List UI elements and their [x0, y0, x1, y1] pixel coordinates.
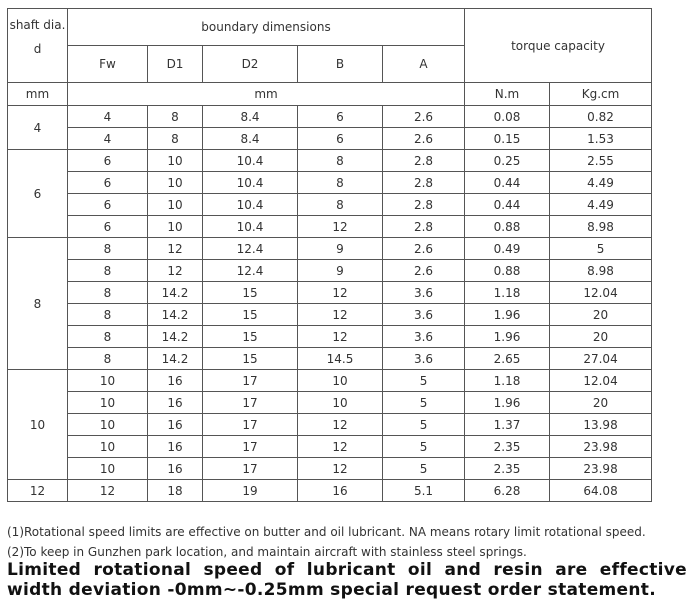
table-cell: 6 — [298, 128, 383, 150]
fw-header: Fw — [68, 46, 148, 83]
table-cell: 1.96 — [465, 304, 550, 326]
table-cell: 12 — [68, 480, 148, 502]
footnotes — [7, 522, 646, 562]
shaft-dia-cell: 8 — [8, 238, 68, 370]
table-cell: 8 — [148, 128, 203, 150]
table-cell: 2.6 — [383, 238, 465, 260]
shaft-dia-cell: 4 — [8, 106, 68, 150]
footnote-2: (2)To keep in Gunzhen park location, and maintain aircraft with stainless steel springs. — [7, 545, 527, 559]
table-cell: 6 — [68, 194, 148, 216]
table-cell: 14.2 — [148, 326, 203, 348]
table-cell: 10.4 — [203, 150, 298, 172]
table-cell: 8 — [298, 150, 383, 172]
table-cell: 10 — [68, 392, 148, 414]
table-cell: 64.08 — [550, 480, 652, 502]
table-cell: 3.6 — [383, 282, 465, 304]
table-cell: 12 — [148, 238, 203, 260]
table-cell: 3.6 — [383, 304, 465, 326]
table-row — [8, 172, 652, 194]
table-cell: 10 — [68, 458, 148, 480]
table-cell: 2.35 — [465, 458, 550, 480]
table-cell: 6 — [68, 150, 148, 172]
table-row — [8, 348, 652, 370]
table-cell: 5 — [383, 392, 465, 414]
table-cell: 12.04 — [550, 282, 652, 304]
table-cell: 0.82 — [550, 106, 652, 128]
table-cell: 8 — [298, 172, 383, 194]
table-cell: 2.8 — [383, 172, 465, 194]
table-cell: 17 — [203, 414, 298, 436]
table-cell: 16 — [298, 480, 383, 502]
table-cell: 0.25 — [465, 150, 550, 172]
table-row — [8, 150, 652, 172]
table-cell: 10 — [298, 392, 383, 414]
table-cell: 10.4 — [203, 216, 298, 238]
table-cell: 12 — [298, 326, 383, 348]
table-cell: 5 — [383, 414, 465, 436]
table-cell: 5 — [383, 458, 465, 480]
table-cell: 12 — [298, 436, 383, 458]
table-cell: 8 — [68, 326, 148, 348]
table-cell: 15 — [203, 326, 298, 348]
table-cell: 2.6 — [383, 128, 465, 150]
table-cell: 1.18 — [465, 282, 550, 304]
table-cell: 14.5 — [298, 348, 383, 370]
table-row — [8, 436, 652, 458]
table-cell: 6.28 — [465, 480, 550, 502]
table-cell: 0.44 — [465, 172, 550, 194]
table-cell: 1.53 — [550, 128, 652, 150]
table-row — [8, 260, 652, 282]
table-cell: 4.49 — [550, 172, 652, 194]
table-cell: 16 — [148, 392, 203, 414]
table-cell: 5 — [383, 436, 465, 458]
table-row — [8, 414, 652, 436]
table-cell: 8 — [68, 238, 148, 260]
torque-kgcm-unit: Kg.cm — [550, 83, 652, 106]
table-cell: 8 — [298, 194, 383, 216]
d2-header: D2 — [203, 46, 298, 83]
table-cell: 17 — [203, 392, 298, 414]
shaft-dia-header — [8, 9, 68, 83]
table-cell: 12.4 — [203, 238, 298, 260]
boundary-dimensions-header: boundary dimensions — [68, 9, 465, 46]
table-cell: 5 — [383, 370, 465, 392]
table-cell: 8.98 — [550, 260, 652, 282]
table-cell: 8 — [68, 304, 148, 326]
table-cell: 0.08 — [465, 106, 550, 128]
table-cell: 17 — [203, 458, 298, 480]
torque-nm-unit: N.m — [465, 83, 550, 106]
table-cell: 20 — [550, 392, 652, 414]
table-cell: 16 — [148, 436, 203, 458]
table-cell: 18 — [148, 480, 203, 502]
table-cell: 10 — [68, 414, 148, 436]
bold-statement: Limited rotational speed of lubricant oil and resin are effective width deviation -0mm~-0.25mm special request order statement. — [7, 560, 687, 600]
table-cell: 6 — [298, 106, 383, 128]
shaft-dia-symbol: d — [33, 42, 42, 56]
table-cell: 14.2 — [148, 348, 203, 370]
table-cell: 15 — [203, 282, 298, 304]
table-cell: 12.4 — [203, 260, 298, 282]
table-cell: 0.44 — [465, 194, 550, 216]
table-cell: 14.2 — [148, 282, 203, 304]
table-cell: 15 — [203, 304, 298, 326]
shaft-dia-cell: 12 — [8, 480, 68, 502]
table-cell: 0.88 — [465, 216, 550, 238]
table-cell: 1.96 — [465, 392, 550, 414]
table-row — [8, 480, 652, 502]
table-cell: 10 — [298, 370, 383, 392]
table-cell: 10.4 — [203, 172, 298, 194]
shaft-dia-cell: 10 — [8, 370, 68, 480]
table-cell: 2.6 — [383, 260, 465, 282]
table-cell: 23.98 — [550, 458, 652, 480]
table-cell: 2.35 — [465, 436, 550, 458]
table-cell: 13.98 — [550, 414, 652, 436]
table-cell: 8.4 — [203, 106, 298, 128]
table-cell: 23.98 — [550, 436, 652, 458]
table-cell: 20 — [550, 304, 652, 326]
table-cell: 12 — [298, 304, 383, 326]
table-cell: 12 — [298, 414, 383, 436]
table-cell: 4 — [68, 128, 148, 150]
shaft-dia-cell: 6 — [8, 150, 68, 238]
table-row — [8, 194, 652, 216]
table-cell: 10 — [68, 370, 148, 392]
table-cell: 0.15 — [465, 128, 550, 150]
boundary-unit: mm — [68, 83, 465, 106]
table-cell: 8 — [68, 348, 148, 370]
table-cell: 17 — [203, 436, 298, 458]
table-cell: 16 — [148, 414, 203, 436]
table-cell: 0.49 — [465, 238, 550, 260]
torque-capacity-header: torque capacity — [465, 9, 652, 83]
table-cell: 0.88 — [465, 260, 550, 282]
table-cell: 2.6 — [383, 106, 465, 128]
table-cell: 8 — [148, 106, 203, 128]
torque-spec-table — [7, 8, 652, 502]
table-cell: 3.6 — [383, 326, 465, 348]
table-cell: 10 — [68, 436, 148, 458]
table-cell: 6 — [68, 172, 148, 194]
table-cell: 19 — [203, 480, 298, 502]
table-cell: 8.4 — [203, 128, 298, 150]
table-cell: 15 — [203, 348, 298, 370]
table-cell: 10.4 — [203, 194, 298, 216]
a-header: A — [383, 46, 465, 83]
table-cell: 1.18 — [465, 370, 550, 392]
table-cell: 14.2 — [148, 304, 203, 326]
table-row — [8, 458, 652, 480]
table-cell: 16 — [148, 458, 203, 480]
table-cell: 3.6 — [383, 348, 465, 370]
table-cell: 9 — [298, 260, 383, 282]
table-cell: 9 — [298, 238, 383, 260]
table-row — [8, 326, 652, 348]
table-cell: 10 — [148, 150, 203, 172]
table-cell: 2.55 — [550, 150, 652, 172]
table-row — [8, 370, 652, 392]
table-cell: 2.8 — [383, 194, 465, 216]
table-cell: 12 — [298, 282, 383, 304]
table-cell: 2.8 — [383, 150, 465, 172]
table-cell: 10 — [148, 194, 203, 216]
table-cell: 2.8 — [383, 216, 465, 238]
d1-header: D1 — [148, 46, 203, 83]
table-cell: 1.37 — [465, 414, 550, 436]
table-cell: 2.65 — [465, 348, 550, 370]
table-cell: 16 — [148, 370, 203, 392]
table-cell: 10 — [148, 216, 203, 238]
table-row — [8, 106, 652, 128]
table-cell: 27.04 — [550, 348, 652, 370]
table-cell: 8 — [68, 282, 148, 304]
footnote-1: (1)Rotational speed limits are effective on butter and oil lubricant. NA means rotary limit rotational speed. — [7, 525, 646, 539]
table-cell: 5 — [550, 238, 652, 260]
table-cell: 10 — [148, 172, 203, 194]
table-cell: 4.49 — [550, 194, 652, 216]
table-cell: 12.04 — [550, 370, 652, 392]
table-cell: 1.96 — [465, 326, 550, 348]
table-cell: 17 — [203, 370, 298, 392]
table-cell: 8 — [68, 260, 148, 282]
table-row — [8, 392, 652, 414]
table-row — [8, 216, 652, 238]
b-header: B — [298, 46, 383, 83]
table-cell: 12 — [298, 216, 383, 238]
table-cell: 12 — [298, 458, 383, 480]
shaft-dia-label: shaft dia. — [9, 18, 66, 32]
table-row — [8, 282, 652, 304]
shaft-unit: mm — [8, 83, 68, 106]
table-cell: 6 — [68, 216, 148, 238]
table-cell: 20 — [550, 326, 652, 348]
table-cell: 8.98 — [550, 216, 652, 238]
table-row — [8, 304, 652, 326]
table-cell: 5.1 — [383, 480, 465, 502]
table-cell: 4 — [68, 106, 148, 128]
table-row — [8, 128, 652, 150]
table-cell: 12 — [148, 260, 203, 282]
table-row — [8, 238, 652, 260]
